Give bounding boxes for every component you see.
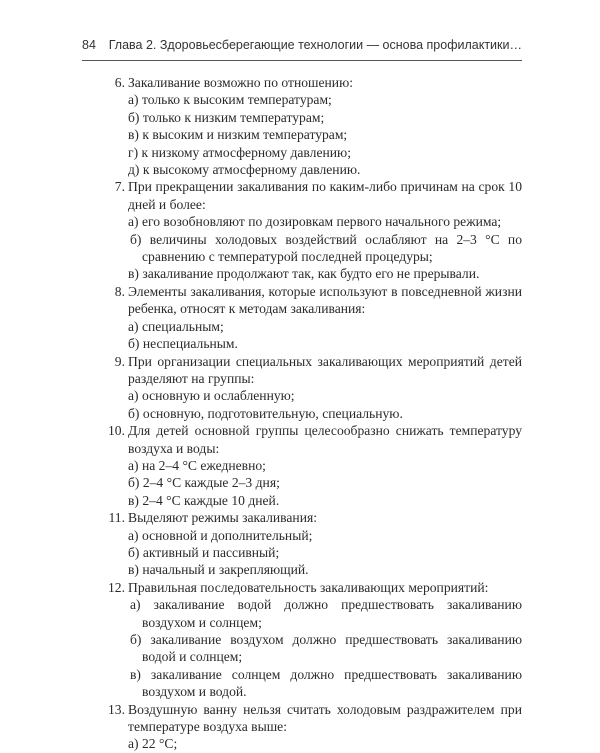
question-number: 7. [114, 179, 125, 195]
question-8 [104, 283, 522, 353]
question-text: Воздушную ванну нельзя считать холодовым раздражителем при температуре воздуха выше: [128, 701, 522, 735]
header-rule [82, 60, 522, 61]
answer-option: б) активный и пассивный; [128, 544, 280, 560]
answer-option: б) неспециальным. [128, 336, 238, 352]
question-12 [104, 579, 522, 701]
running-header [82, 38, 522, 52]
question-number: 10. [108, 423, 125, 439]
question-text: При прекращении закаливания по каким-либо причинам на срок 10 дней и более: [128, 179, 522, 212]
question-text: Для детей основной группы целесообразно снижать температуру воздуха и воды: [128, 423, 522, 456]
answer-option: а) основную и ослабленную; [128, 388, 295, 404]
question-number: 11. [108, 510, 125, 526]
answer-option: б) основную, подготовительную, специальную. [128, 405, 403, 421]
answer-option: а) закаливание водой должно предшествовать закаливанию воздухом и солнцем; [130, 597, 522, 630]
answer-option: б) 2–4 °С каждые 2–3 дня; [128, 475, 280, 491]
answer-option: б) закаливание воздухом должно предшествовать закаливанию водой и солнцем; [130, 632, 522, 665]
question-text: При организации специальных закаливающих мероприятий детей разделяют на группы: [128, 353, 522, 386]
answer-option: а) специальным; [128, 318, 224, 334]
answer-option: а) только к высоким температурам; [128, 92, 332, 108]
question-text: Правильная последовательность закаливающих мероприятий: [128, 579, 489, 595]
question-number: 8. [114, 283, 125, 299]
answer-option: в) закаливание солнцем должно предшествовать закаливанию воздухом и водой. [130, 666, 522, 700]
page-number: 84 [82, 38, 96, 52]
question-text: Выделяют режимы закаливания: [128, 510, 317, 526]
answer-option: а) на 2–4 °С ежедневно; [128, 457, 266, 473]
answer-option: в) к высоким и низким температурам; [128, 127, 348, 143]
question-text: Элементы закаливания, которые используют в повседневной жизни ребенка, относят к методам закаливания: [128, 283, 522, 317]
answer-option: а) его возобновляют по дозировкам первого начального режима; [128, 214, 502, 230]
question-text: Закаливание возможно по отношению: [128, 75, 354, 90]
answer-option: а) основной и дополнительный; [128, 527, 313, 543]
question-number: 12. [108, 579, 125, 595]
question-13 [104, 701, 522, 753]
question-number: 13. [108, 701, 125, 717]
answer-option: б) величины холодовых воздействий ослабляют на 2–3 °С по сравнению с температурой последней процедуры; [130, 231, 522, 265]
question-list [104, 74, 522, 753]
answer-option: а) 22 °С; [128, 736, 178, 752]
answer-option: б) только к низким температурам; [128, 109, 325, 125]
chapter-title: Глава 2. Здоровьесберегающие технологии — основа профилактики… [108, 38, 522, 52]
answer-option: д) к высокому атмосферному давлению. [128, 162, 361, 178]
question-6 [104, 74, 522, 178]
answer-option: в) закаливание продолжают так, как будто его не прерывали. [128, 266, 480, 282]
question-7 [104, 178, 522, 282]
question-number: 6. [114, 75, 125, 90]
question-10 [104, 422, 522, 509]
answer-option: г) к низкому атмосферному давлению; [128, 144, 351, 160]
question-9 [104, 353, 522, 423]
question-number: 9. [114, 353, 125, 369]
question-11 [104, 509, 522, 579]
answer-option: в) 2–4 °С каждые 10 дней. [128, 492, 280, 508]
answer-option: в) начальный и закрепляющий. [128, 562, 309, 578]
